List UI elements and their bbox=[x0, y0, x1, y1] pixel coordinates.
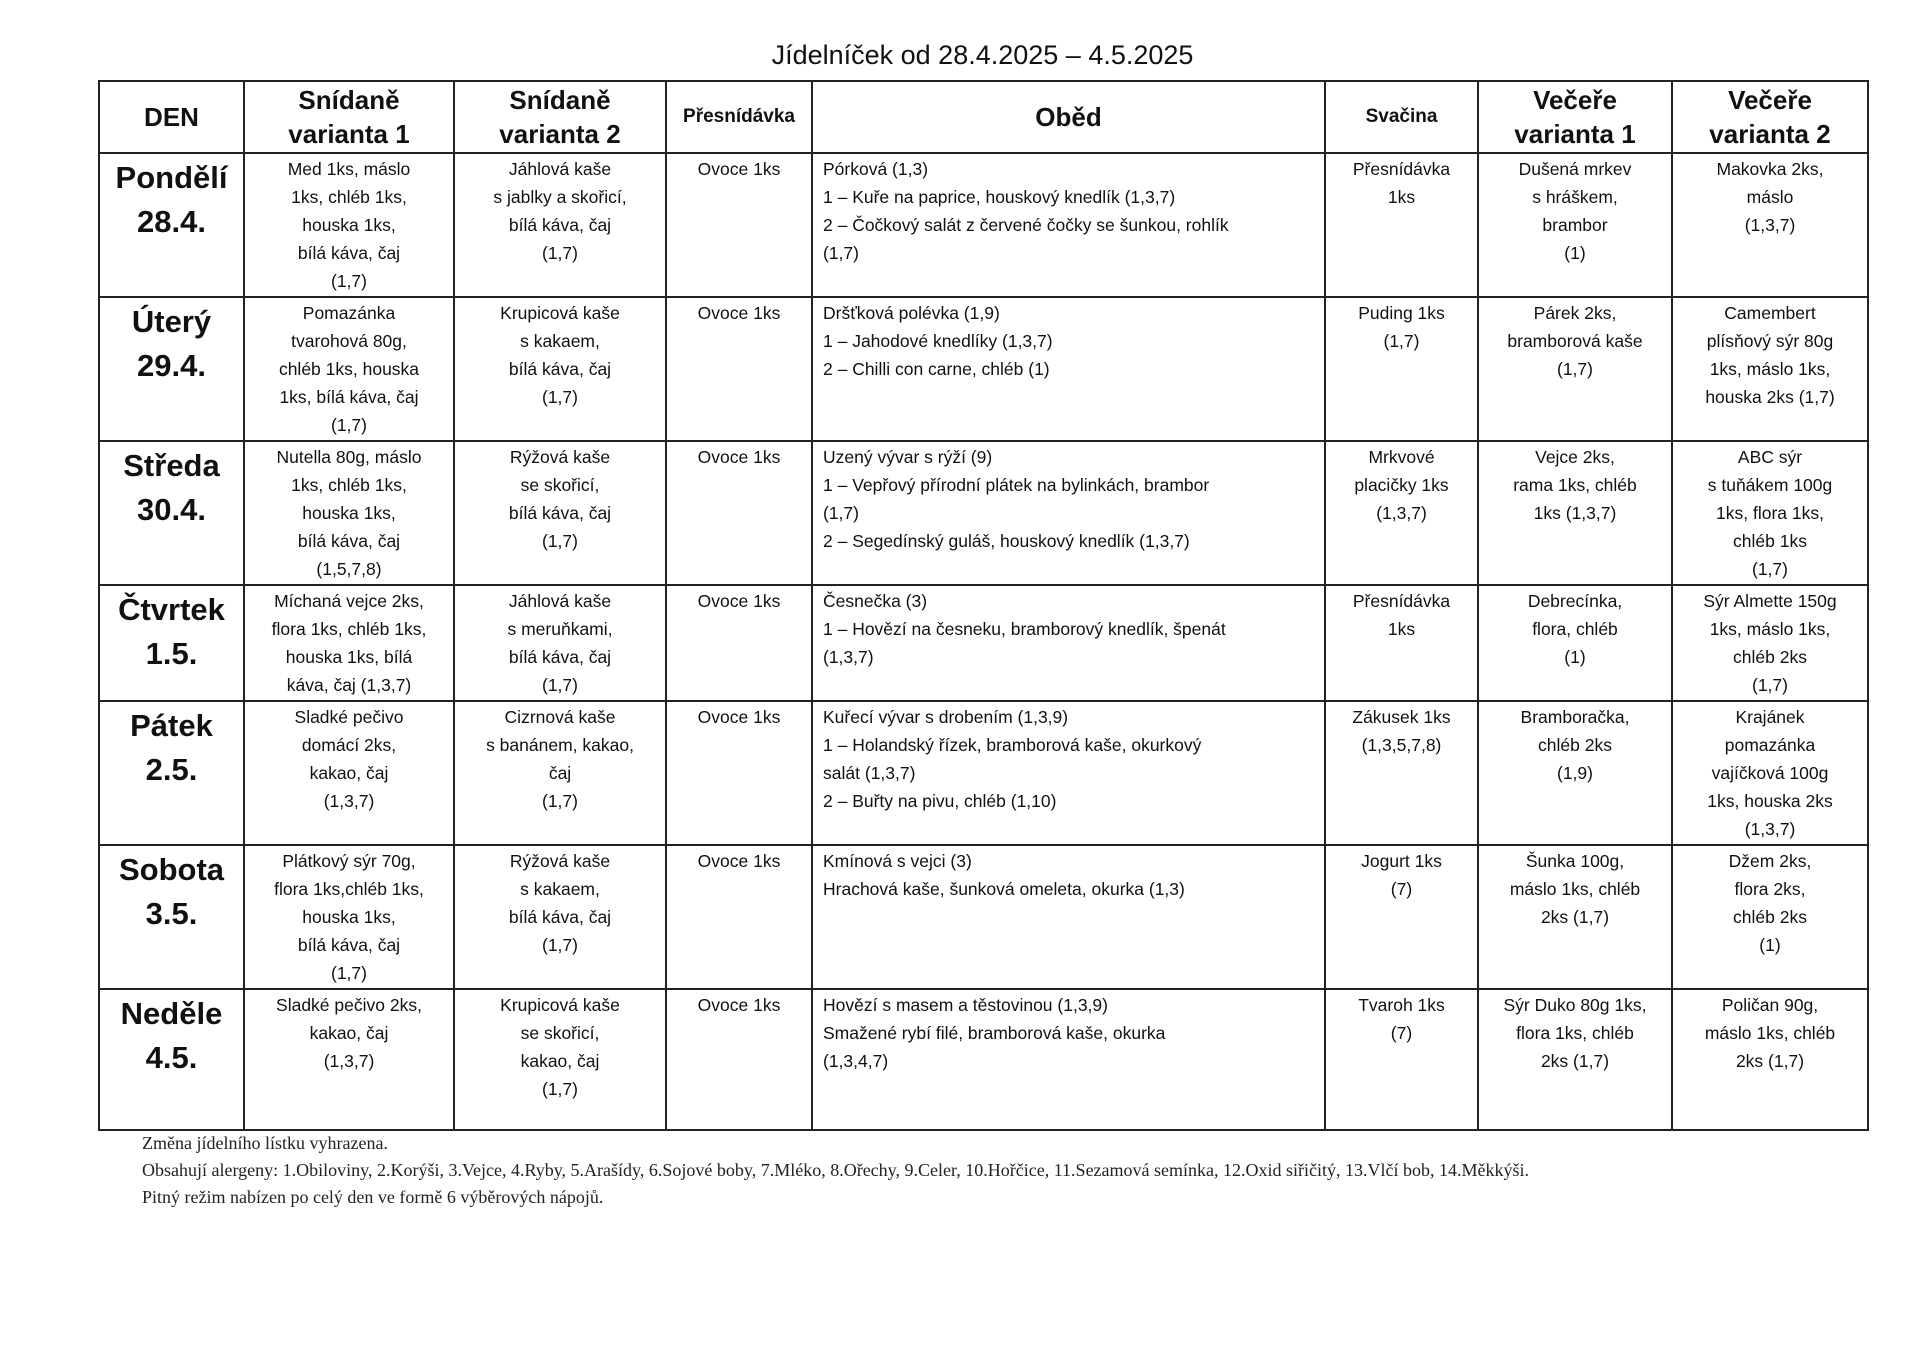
breakfast-1-cell: Plátkový sýr 70g, flora 1ks,chléb 1ks, houska 1ks, bílá káva, čaj (1,7) bbox=[244, 845, 454, 989]
footer-note-drinks: Pitný režim nabízen po celý den ve formě 6 výběrových nápojů. bbox=[142, 1187, 604, 1207]
page-title: Jídelníček od 28.4.2025 – 4.5.2025 bbox=[771, 40, 1194, 70]
dinner-1-cell: Šunka 100g, máslo 1ks, chléb 2ks (1,7) bbox=[1478, 845, 1672, 989]
afternoon-snack-cell: Puding 1ks (1,7) bbox=[1325, 297, 1478, 441]
table-row bbox=[99, 845, 1868, 989]
lunch-cell: Dršťková polévka (1,9) 1 – Jahodové knedlíky (1,3,7) 2 – Chilli con carne, chléb (1) bbox=[812, 297, 1325, 441]
dinner-1-cell: Debrecínka, flora, chléb (1) bbox=[1478, 585, 1672, 701]
breakfast-1-cell: Míchaná vejce 2ks, flora 1ks, chléb 1ks, houska 1ks, bílá káva, čaj (1,3,7) bbox=[244, 585, 454, 701]
lunch-cell: Uzený vývar s rýží (9) 1 – Vepřový přírodní plátek na bylinkách, brambor (1,7) 2 – Segedínský guláš, houskový knedlík (1,3,7) bbox=[812, 441, 1325, 585]
header-row bbox=[99, 81, 1868, 153]
header-dinner-1: Večeře varianta 1 bbox=[1478, 81, 1672, 153]
table-row bbox=[99, 441, 1868, 585]
table-row bbox=[99, 989, 1868, 1130]
dinner-2-cell: Sýr Almette 150g 1ks, máslo 1ks, chléb 2ks (1,7) bbox=[1672, 585, 1868, 701]
breakfast-2-cell: Cizrnová kaše s banánem, kakao, čaj (1,7) bbox=[454, 701, 666, 845]
dinner-1-cell: Vejce 2ks, rama 1ks, chléb 1ks (1,3,7) bbox=[1478, 441, 1672, 585]
lunch-cell: Pórková (1,3) 1 – Kuře na paprice, houskový knedlík (1,3,7) 2 – Čočkový salát z červené čočky se šunkou, rohlík (1,7) bbox=[812, 153, 1325, 297]
morning-snack-cell: Ovoce 1ks bbox=[666, 297, 812, 441]
header-snack-afternoon: Svačina bbox=[1325, 81, 1478, 153]
afternoon-snack-cell: Tvaroh 1ks (7) bbox=[1325, 989, 1478, 1130]
day-cell: Sobota 3.5. bbox=[99, 845, 244, 989]
breakfast-2-cell: Rýžová kaše s kakaem, bílá káva, čaj (1,7) bbox=[454, 845, 666, 989]
lunch-cell: Česnečka (3) 1 – Hovězí na česneku, bramborový knedlík, špenát (1,3,7) bbox=[812, 585, 1325, 701]
breakfast-1-cell: Sladké pečivo domácí 2ks, kakao, čaj (1,3,7) bbox=[244, 701, 454, 845]
breakfast-2-cell: Rýžová kaše se skořicí, bílá káva, čaj (1,7) bbox=[454, 441, 666, 585]
day-cell: Čtvrtek 1.5. bbox=[99, 585, 244, 701]
header-dinner-2: Večeře varianta 2 bbox=[1672, 81, 1868, 153]
table-row bbox=[99, 297, 1868, 441]
table-row bbox=[99, 585, 1868, 701]
table-row bbox=[99, 701, 1868, 845]
breakfast-1-cell: Nutella 80g, máslo 1ks, chléb 1ks, houska 1ks, bílá káva, čaj (1,5,7,8) bbox=[244, 441, 454, 585]
dinner-2-cell: Makovka 2ks, máslo (1,3,7) bbox=[1672, 153, 1868, 297]
afternoon-snack-cell: Jogurt 1ks (7) bbox=[1325, 845, 1478, 989]
morning-snack-cell: Ovoce 1ks bbox=[666, 701, 812, 845]
afternoon-snack-cell: Mrkvové placičky 1ks (1,3,7) bbox=[1325, 441, 1478, 585]
dinner-1-cell: Dušená mrkev s hráškem, brambor (1) bbox=[1478, 153, 1672, 297]
afternoon-snack-cell: Přesnídávka 1ks bbox=[1325, 153, 1478, 297]
dinner-2-cell: Poličan 90g, máslo 1ks, chléb 2ks (1,7) bbox=[1672, 989, 1868, 1130]
dinner-1-cell: Bramboračka, chléb 2ks (1,9) bbox=[1478, 701, 1672, 845]
lunch-cell: Kmínová s vejci (3) Hrachová kaše, šunková omeleta, okurka (1,3) bbox=[812, 845, 1325, 989]
lunch-cell: Hovězí s masem a těstovinou (1,3,9) Smažené rybí filé, bramborová kaše, okurka (1,3,4,7) bbox=[812, 989, 1325, 1130]
morning-snack-cell: Ovoce 1ks bbox=[666, 989, 812, 1130]
morning-snack-cell: Ovoce 1ks bbox=[666, 845, 812, 989]
header-day: DEN bbox=[99, 81, 244, 153]
afternoon-snack-cell: Zákusek 1ks (1,3,5,7,8) bbox=[1325, 701, 1478, 845]
day-cell: Pondělí 28.4. bbox=[99, 153, 244, 297]
header-snack-morning: Přesnídávka bbox=[666, 81, 812, 153]
footer-note-allergens: Obsahují alergeny: 1.Obiloviny, 2.Korýši, 3.Vejce, 4.Ryby, 5.Arašídy, 6.Sojové boby, 7.Mléko, 8.Ořechy, 9.Celer, 10.Hořčice, 11.Sezamová semínka, 12.Oxid siřičitý, 13.Vlčí bob, 14.Měkkýši. bbox=[142, 1160, 1529, 1180]
dinner-2-cell: Džem 2ks, flora 2ks, chléb 2ks (1) bbox=[1672, 845, 1868, 989]
breakfast-1-cell: Pomazánka tvarohová 80g, chléb 1ks, houska 1ks, bílá káva, čaj (1,7) bbox=[244, 297, 454, 441]
table-row bbox=[99, 153, 1868, 297]
breakfast-1-cell: Med 1ks, máslo 1ks, chléb 1ks, houska 1ks, bílá káva, čaj (1,7) bbox=[244, 153, 454, 297]
dinner-2-cell: ABC sýr s tuňákem 100g 1ks, flora 1ks, chléb 1ks (1,7) bbox=[1672, 441, 1868, 585]
menu-table bbox=[98, 80, 1869, 1131]
dinner-2-cell: Camembert plísňový sýr 80g 1ks, máslo 1ks, houska 2ks (1,7) bbox=[1672, 297, 1868, 441]
breakfast-2-cell: Krupicová kaše s kakaem, bílá káva, čaj (1,7) bbox=[454, 297, 666, 441]
afternoon-snack-cell: Přesnídávka 1ks bbox=[1325, 585, 1478, 701]
morning-snack-cell: Ovoce 1ks bbox=[666, 153, 812, 297]
header-breakfast-2: Snídaně varianta 2 bbox=[454, 81, 666, 153]
footer-note-change: Změna jídelního lístku vyhrazena. bbox=[142, 1133, 388, 1153]
breakfast-1-cell: Sladké pečivo 2ks, kakao, čaj (1,3,7) bbox=[244, 989, 454, 1130]
breakfast-2-cell: Krupicová kaše se skořicí, kakao, čaj (1,7) bbox=[454, 989, 666, 1130]
dinner-1-cell: Sýr Duko 80g 1ks, flora 1ks, chléb 2ks (1,7) bbox=[1478, 989, 1672, 1130]
header-breakfast-1: Snídaně varianta 1 bbox=[244, 81, 454, 153]
lunch-cell: Kuřecí vývar s drobením (1,3,9) 1 – Holandský řízek, bramborová kaše, okurkový salát (1,3,7) 2 – Buřty na pivu, chléb (1,10) bbox=[812, 701, 1325, 845]
dinner-1-cell: Párek 2ks, bramborová kaše (1,7) bbox=[1478, 297, 1672, 441]
header-lunch: Oběd bbox=[812, 81, 1325, 153]
breakfast-2-cell: Jáhlová kaše s meruňkami, bílá káva, čaj (1,7) bbox=[454, 585, 666, 701]
morning-snack-cell: Ovoce 1ks bbox=[666, 585, 812, 701]
day-cell: Úterý 29.4. bbox=[99, 297, 244, 441]
day-cell: Středa 30.4. bbox=[99, 441, 244, 585]
dinner-2-cell: Krajánek pomazánka vajíčková 100g 1ks, houska 2ks (1,3,7) bbox=[1672, 701, 1868, 845]
breakfast-2-cell: Jáhlová kaše s jablky a skořicí, bílá káva, čaj (1,7) bbox=[454, 153, 666, 297]
footer-notes bbox=[142, 1130, 1529, 1211]
day-cell: Neděle 4.5. bbox=[99, 989, 244, 1130]
day-cell: Pátek 2.5. bbox=[99, 701, 244, 845]
morning-snack-cell: Ovoce 1ks bbox=[666, 441, 812, 585]
